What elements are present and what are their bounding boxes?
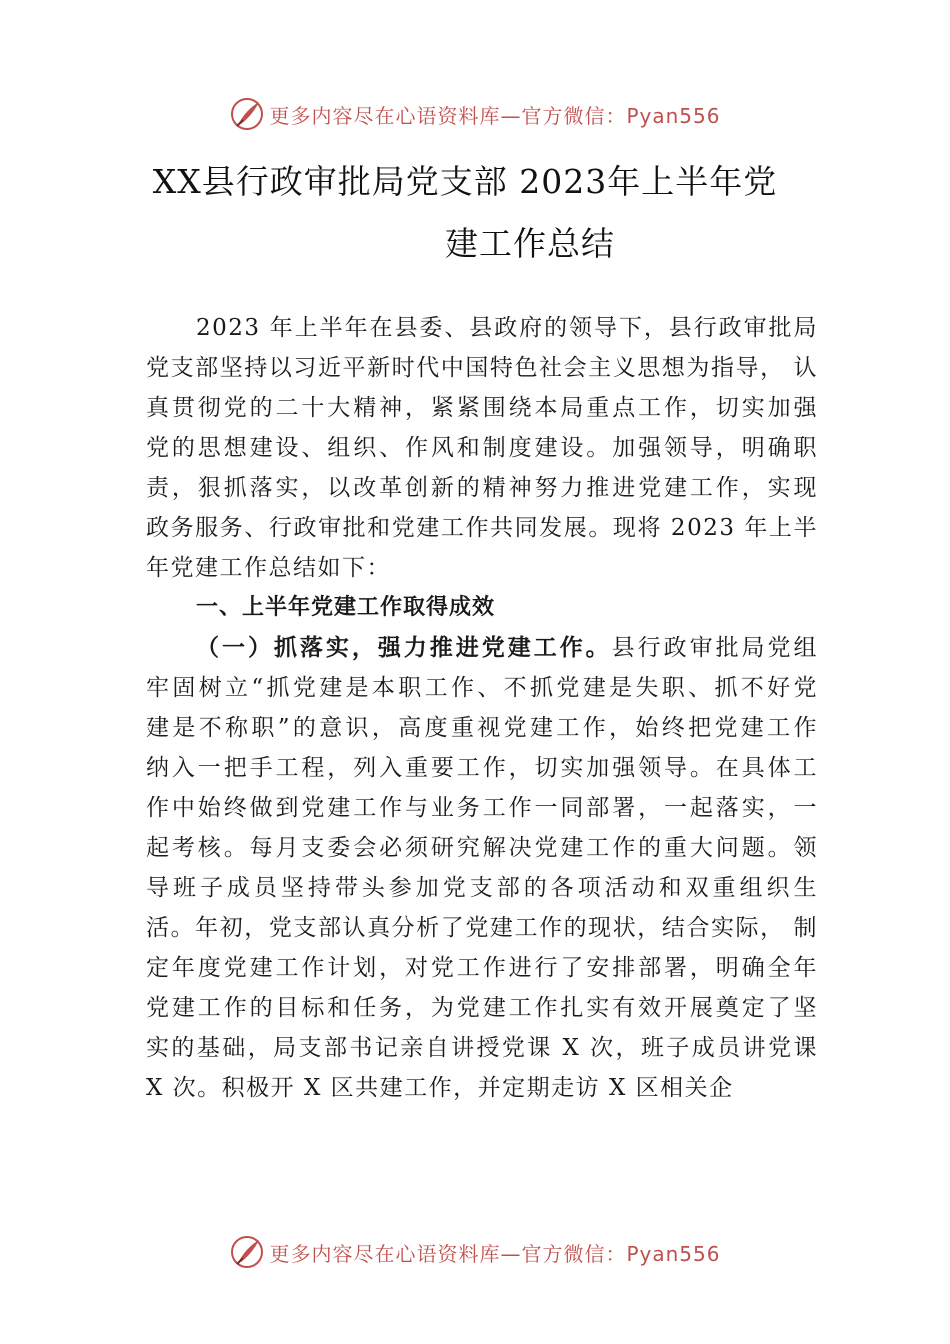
- paragraph-line: 真贯彻党的二十大精神，紧紧围绕本局重点工作，切实加强: [146, 395, 818, 421]
- paragraph-line: 党的思想建设、组织、作风和制度建设。加强领导，明确职: [146, 435, 818, 461]
- watermark-text: 更多内容尽在心语资料库—官方微信：Pyan556: [269, 1241, 721, 1266]
- quill-logo-icon: [229, 96, 265, 132]
- paragraph-line: 纳入一把手工程，列入重要工作，切实加强领导。在具体工: [146, 755, 818, 781]
- paragraph-line: 年党建工作总结如下：: [146, 555, 391, 581]
- watermark-text: 更多内容尽在心语资料库—官方微信：Pyan556: [269, 103, 721, 128]
- paragraph-line: 责，狠抓落实，以改革创新的精神努力推进党建工作，实现: [146, 475, 818, 501]
- document-title-line-2: 建工作总结: [445, 224, 615, 263]
- paragraph-line: 2023 年上半年在县委、县政府的领导下，县行政审批局: [196, 315, 818, 341]
- paragraph-line: 政务服务、行政审批和党建工作共同发展。现将 2023 年上半: [146, 515, 818, 541]
- paragraph-line: 起考核。每月支委会必须研究解决党建工作的重大问题。领: [146, 835, 818, 861]
- paragraph-line: 建是不称职”的意识，高度重视党建工作，始终把党建工作: [146, 715, 818, 741]
- paragraph-line: 实的基础，局支部书记亲自讲授党课 X 次，班子成员讲党课: [146, 1035, 818, 1061]
- paragraph-line: 活。年初，党支部认真分析了党建工作的现状，结合实际， 制: [146, 915, 818, 941]
- paragraph-line: 导班子成员坚持带头参加党支部的各项活动和双重组织生: [146, 875, 818, 901]
- quill-logo-icon: [229, 1234, 265, 1270]
- paragraph-line: 党建工作的目标和任务，为党建工作扎实有效开展奠定了坚: [146, 995, 818, 1021]
- watermark-header: [0, 94, 950, 134]
- paragraph-text: 县行政审批局党组: [611, 635, 818, 661]
- document-title-line-1: XX县行政审批局党支部 2023年上半年党: [152, 162, 778, 201]
- paragraph-line: [146, 628, 818, 668]
- section-heading: 一、上半年党建工作取得成效: [196, 595, 496, 620]
- document-body: [146, 308, 818, 1108]
- paragraph-line: 定年度党建工作计划，对党工作进行了安排部署，明确全年: [146, 955, 818, 981]
- paragraph-line: 党支部坚持以习近平新时代中国特色社会主义思想为指导， 认: [146, 355, 818, 381]
- watermark-footer: [0, 1232, 950, 1272]
- paragraph-line: 牢固树立“抓党建是本职工作、不抓党建是失职、抓不好党: [146, 675, 818, 701]
- paragraph-line: 作中始终做到党建工作与业务工作一同部署，一起落实，一: [146, 795, 818, 821]
- paragraph-line: X 次。积极开 X 区共建工作，并定期走访 X 区相关企: [146, 1075, 734, 1101]
- subsection-lead: （一）抓落实，强力推进党建工作。: [196, 634, 612, 661]
